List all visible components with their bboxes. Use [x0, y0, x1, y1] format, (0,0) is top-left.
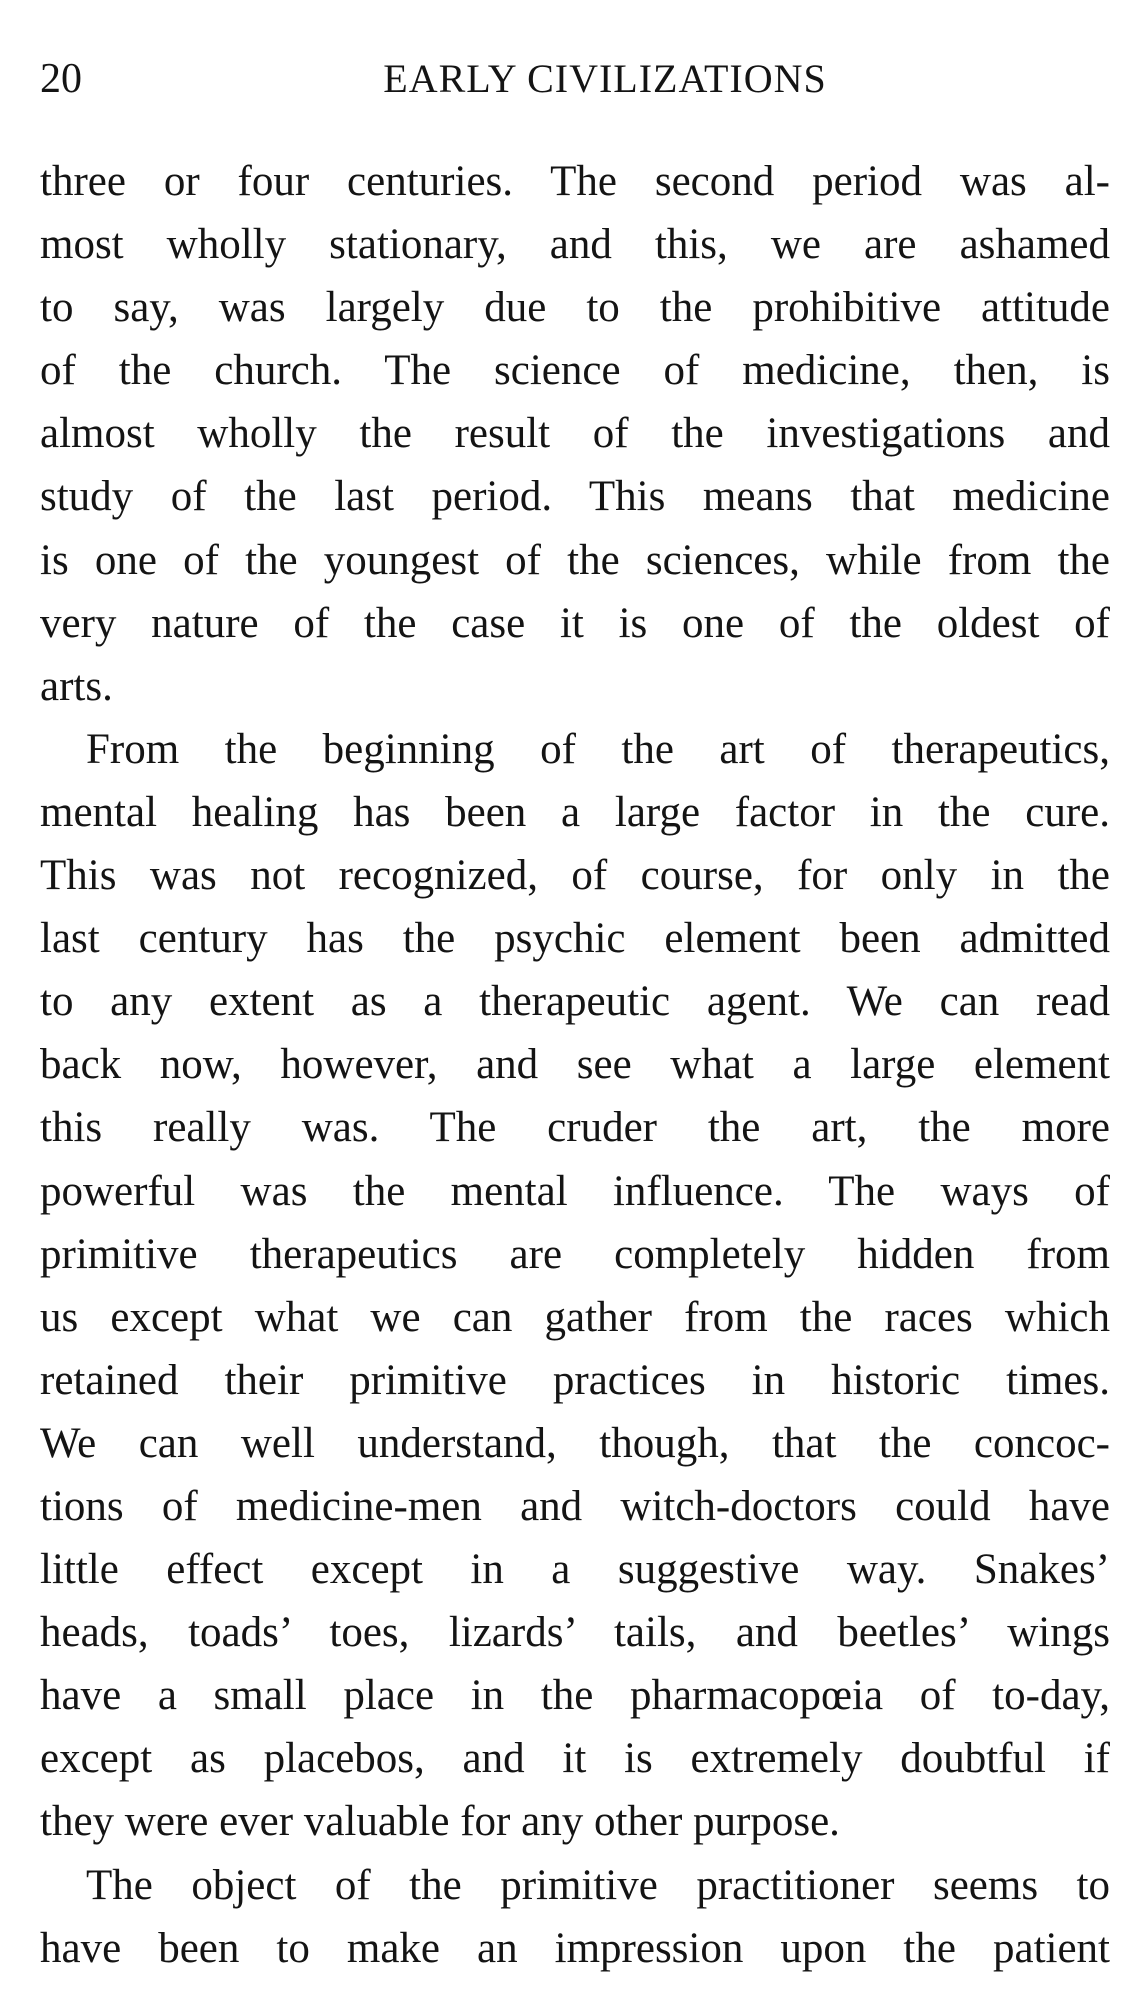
- body-text: [40, 150, 1110, 1980]
- text-line: retained their primitive practices in historic times.: [40, 1356, 1110, 1404]
- text-line: have been to make an impression upon the patient: [40, 1924, 1110, 1972]
- running-head: [40, 54, 1110, 104]
- text-line: have a small place in the pharmacopœia of to-day,: [40, 1672, 1110, 1720]
- text-line: mental healing has been a large factor in the cure.: [40, 788, 1110, 836]
- text-line: almost wholly the result of the investigations and: [40, 410, 1110, 458]
- text-line: The object of the primitive practitioner seems to: [86, 1861, 1110, 1909]
- text-line: three or four centuries. The second period was al-: [40, 158, 1110, 205]
- chapter-title: EARLY CIVILIZATIONS: [383, 56, 827, 101]
- text-line: back now, however, and see what a large element: [40, 1041, 1110, 1089]
- text-line: this really was. The cruder the art, the more: [40, 1104, 1110, 1152]
- page-number: 20: [40, 56, 82, 102]
- text-line: us except what we can gather from the races which: [40, 1293, 1110, 1341]
- text-line: except as placebos, and it is extremely doubtful if: [40, 1735, 1110, 1783]
- text-line: last century has the psychic element been admitted: [40, 915, 1110, 963]
- text-line: We can well understand, though, that the concoc-: [40, 1419, 1110, 1467]
- text-line: heads, toads’ toes, lizards’ tails, and beetles’ wings: [40, 1609, 1110, 1657]
- text-line: is one of the youngest of the sciences, while from the: [40, 536, 1110, 584]
- text-line: most wholly stationary, and this, we are ashamed: [40, 221, 1110, 269]
- text-line: to say, was largely due to the prohibitive attitude: [40, 284, 1110, 332]
- text-line: arts.: [40, 662, 113, 710]
- text-line: This was not recognized, of course, for only in the: [40, 852, 1110, 900]
- text-line: of the church. The science of medicine, then, is: [40, 347, 1110, 395]
- text-line: little effect except in a suggestive way. Snakes’: [40, 1546, 1110, 1594]
- text-line: tions of medicine-men and witch-doctors could have: [40, 1482, 1110, 1530]
- text-line: very nature of the case it is one of the oldest of: [40, 599, 1110, 647]
- text-line: they were ever valuable for any other purpose.: [40, 1798, 840, 1846]
- text-line: primitive therapeutics are completely hidden from: [40, 1230, 1110, 1278]
- text-line: powerful was the mental influence. The ways of: [40, 1167, 1110, 1215]
- text-line: to any extent as a therapeutic agent. We can read: [40, 978, 1110, 1026]
- text-line: From the beginning of the art of therapeutics,: [86, 725, 1110, 773]
- text-line: study of the last period. This means that medicine: [40, 473, 1110, 521]
